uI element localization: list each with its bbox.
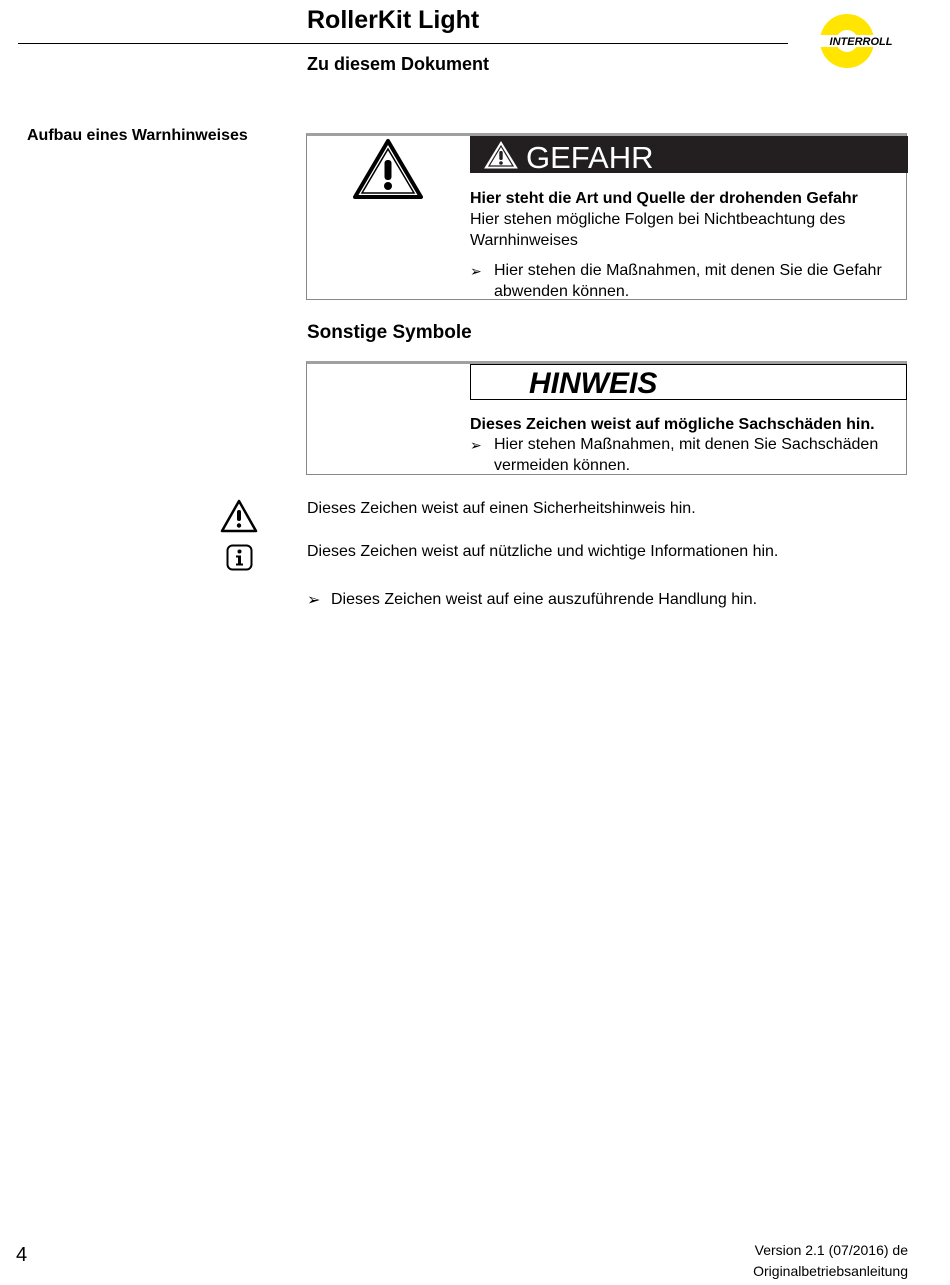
action-bullet-icon: ➢: [470, 263, 482, 279]
hazard-measure: Hier stehen die Maßnahmen, mit denen Sie die Gefahr: [494, 262, 882, 279]
hazard-consequences: Warnhinweises: [470, 232, 578, 249]
action-bullet-icon: ➢: [307, 592, 321, 609]
notice-measure: vermeiden können.: [494, 457, 631, 474]
section-side-heading: Aufbau eines Warnhinweises: [27, 127, 248, 144]
chapter-title: Zu diesem Dokument: [307, 54, 490, 74]
warning-triangle-icon: [483, 140, 519, 170]
document-title: RollerKit Light: [307, 6, 480, 34]
action-symbol-description: Dieses Zeichen weist auf eine auszuführende Handlung hin.: [331, 591, 758, 608]
footer-document-type: Originalbetriebsanleitung: [753, 1263, 908, 1279]
page-number: 4: [16, 1244, 28, 1266]
footer-version: Version 2.1 (07/2016) de: [754, 1242, 908, 1258]
info-symbol-description: Dieses Zeichen weist auf nützliche und wichtige Informationen hin.: [307, 543, 779, 560]
hazard-consequences: Hier stehen mögliche Folgen bei Nichtbeachtung des: [470, 211, 846, 228]
notice-measure: Hier stehen Maßnahmen, mit denen Sie Sachschäden: [494, 436, 879, 453]
info-icon: [226, 544, 253, 571]
action-bullet-icon: ➢: [470, 437, 482, 453]
danger-signal-word: GEFAHR: [526, 140, 654, 175]
warning-triangle-icon: [220, 499, 258, 533]
interroll-logo: [818, 12, 904, 70]
logo-wordmark: INTERROLL: [829, 36, 893, 48]
header-divider: [18, 43, 788, 44]
safety-symbol-description: Dieses Zeichen weist auf einen Sicherheitshinweis hin.: [307, 500, 696, 517]
hazard-title: Hier steht die Art und Quelle der drohenden Gefahr: [470, 190, 858, 207]
warning-triangle-icon: [352, 138, 424, 200]
notice-signal-word: HINWEIS: [529, 367, 658, 400]
hazard-measure: abwenden können.: [494, 283, 630, 300]
notice-text: Dieses Zeichen weist auf mögliche Sachschäden hin.: [470, 416, 875, 433]
section-heading: Sonstige Symbole: [307, 322, 472, 343]
